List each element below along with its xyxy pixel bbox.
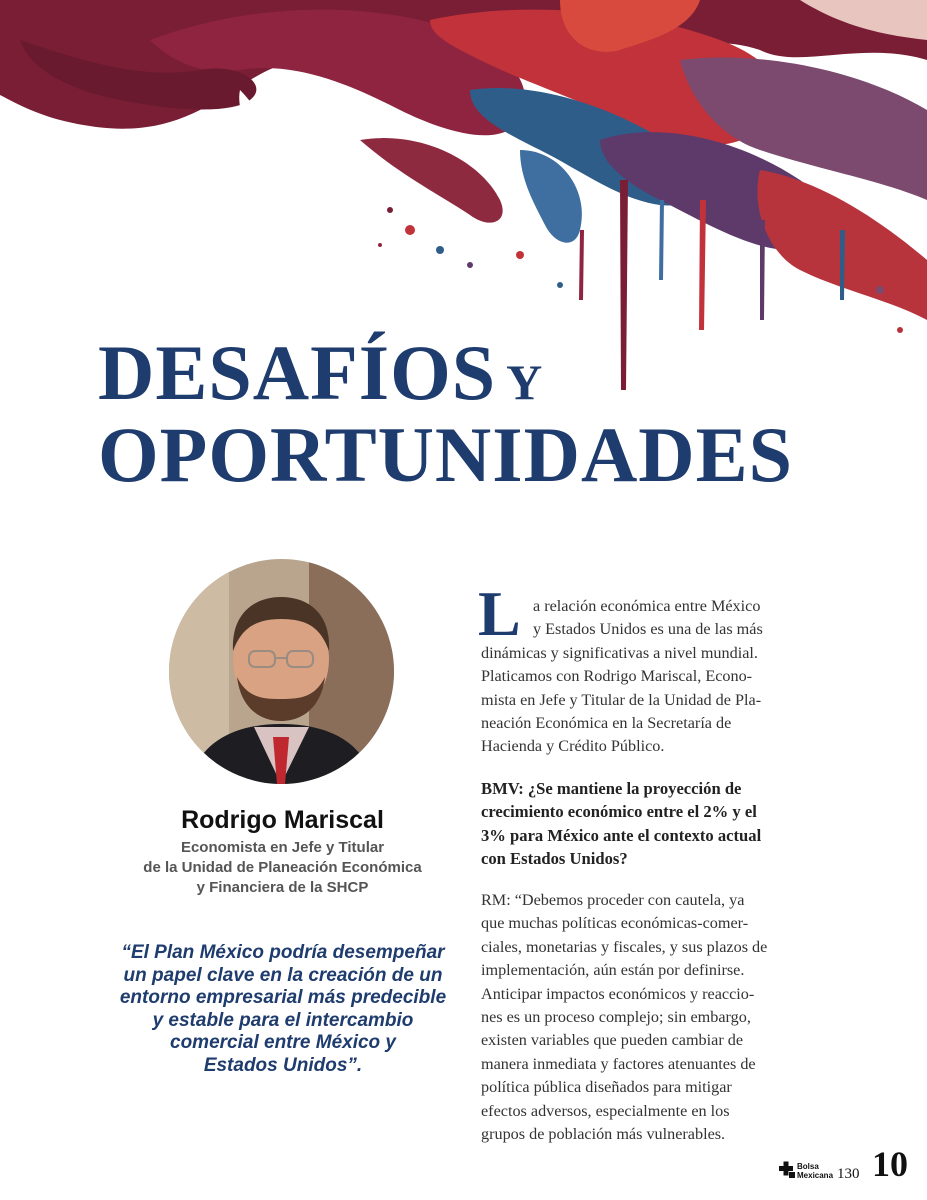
logo-text-line2: Mexicana <box>797 1171 834 1180</box>
interview-question <box>481 777 821 871</box>
role-line: y Financiera de la SHCP <box>196 879 369 896</box>
answer-line: existen variables que pueden cambiar de <box>481 1031 744 1050</box>
quote-line: entorno empresarial más predecible <box>119 987 447 1008</box>
question-line: BMV: ¿Se mantiene la proyección de <box>481 779 742 798</box>
quote-line: Estados Unidos”. <box>203 1054 363 1076</box>
answer-line: ciales, monetarias y fiscales, y sus plazos de <box>481 937 768 956</box>
quote-line: y estable para el intercambio <box>152 1009 414 1031</box>
intro-line: Platicamos con Rodrigo Mariscal, Econo- <box>481 667 753 686</box>
intro-line: Hacienda y Crédito Público. <box>481 737 665 756</box>
intro-line: a relación económica entre México <box>533 597 761 615</box>
intro-line: y Estados Unidos es una de las más <box>533 620 763 639</box>
anniversary-mark: 130 <box>837 1166 860 1182</box>
title-connector: Y <box>506 354 545 410</box>
quote-line: “El Plan México podría desempeñar <box>121 942 445 963</box>
answer-line: efectos adversos, especialmente en los <box>481 1101 730 1120</box>
intro-line: dinámicas y significativas a nivel mundial. <box>481 643 758 662</box>
person-role <box>110 838 455 898</box>
pull-quote <box>108 942 458 1077</box>
bolsa-mexicana-logo <box>775 1156 870 1184</box>
page-number: 10 <box>872 1144 908 1184</box>
intro-line: mista en Jefe y Titular de la Unidad de Pla- <box>481 690 762 709</box>
question-line: crecimiento económico entre el 2% y el <box>481 802 757 822</box>
answer-line: grupos de población más vulnerables. <box>481 1125 726 1144</box>
article-title-line1 <box>98 329 545 416</box>
answer-line: implementación, aún están por definirse. <box>481 961 745 980</box>
person-name: Rodrigo Mariscal <box>181 806 384 834</box>
answer-line: que muchas políticas económicas-comer- <box>481 914 749 933</box>
intro-paragraph <box>481 595 821 759</box>
interview-answer <box>481 889 821 1146</box>
article-title-line2: OPORTUNIDADES <box>98 411 794 498</box>
answer-line: manera inmediata y factores atenuantes de <box>481 1054 756 1073</box>
role-line: de la Unidad de Planeación Económica <box>143 859 422 876</box>
role-line: Economista en Jefe y Titular <box>180 839 385 856</box>
title-main-word: DESAFÍOS <box>98 329 497 416</box>
answer-line: política pública diseñados para mitigar <box>481 1078 732 1097</box>
question-line: con Estados Unidos? <box>481 849 628 869</box>
quote-line: un papel clave en la creación de un <box>123 964 443 986</box>
answer-line: nes es un proceso complejo; sin embargo, <box>481 1008 751 1027</box>
logo-text-line1: Bolsa <box>797 1162 819 1171</box>
drop-cap: L <box>478 578 521 649</box>
logo-cross-icon <box>779 1162 795 1179</box>
quote-line: comercial entre México y <box>170 1032 396 1053</box>
answer-line: Anticipar impactos económicos y reaccio- <box>481 984 755 1003</box>
portrait-photo <box>169 559 394 784</box>
answer-line: RM: “Debemos proceder con cautela, ya <box>481 891 745 909</box>
question-line: 3% para México ante el contexto actual <box>481 825 762 845</box>
intro-line: neación Económica en la Secretaría de <box>481 714 732 733</box>
